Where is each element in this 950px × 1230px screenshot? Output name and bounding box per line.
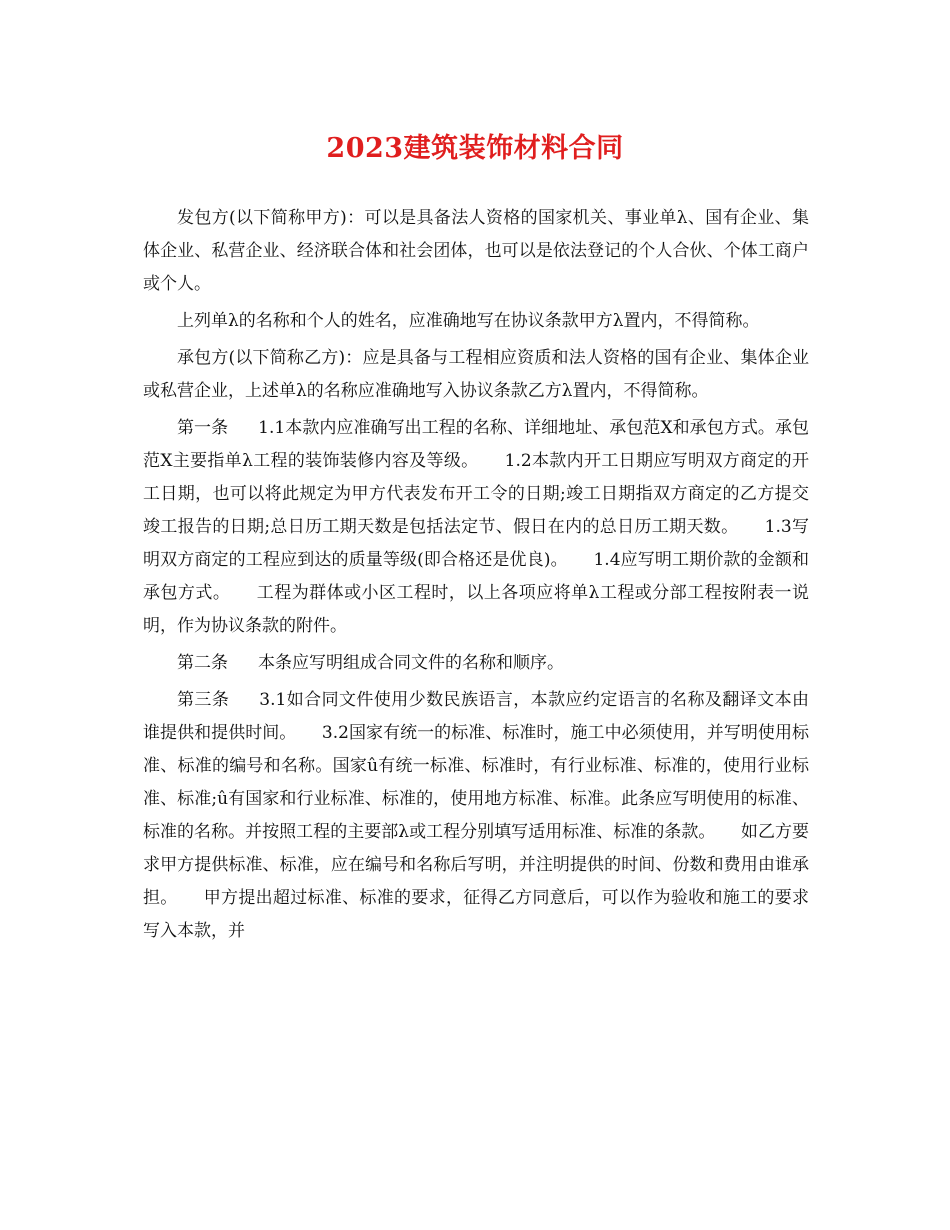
document-title: 2023建筑装饰材料合同: [326, 133, 624, 164]
article-text: 1.1本款内应准确写出工程的名称、详细地址、承包范X和承包方式。承包范X主要指单λ工程的装饰装修内容及等级。 1.2本款内开工日期应写明双方商定的开工日期，也可以将此规定为甲方代表发布开工令的日期;竣工日期指双方商定的乙方提交竣工报告的日期;总日历工期天数是包括法定节、假日在内的总日历工期天数。 1.3写明双方商定的工程应到达的质量等级(即合格还是优良)。 1.4应写明工期价款的金额和承包方式。 工程为群体或小区工程时，以上各项应将单λ工程或分部工程按附表一说明，作为协议条款的附件。: [143, 418, 810, 636]
article-1: [143, 412, 809, 643]
document-body: [143, 202, 809, 952]
paragraph-name-requirement: [143, 305, 809, 338]
paragraph-contracted-party: [143, 342, 809, 408]
article-2: [143, 647, 809, 680]
article-label: 第一条: [177, 418, 229, 438]
article-text: 3.1如合同文件使用少数民族语言，本款应约定语言的名称及翻译文本由谁提供和提供时间。 3.2国家有统一的标准、标准时，施工中必须使用，并写明使用标准、标准的编号和名称。国家û有统一标准、标准时，有行业标准、标准的，使用行业标准、标准;û有国家和行业标准、标准的，使用地方标准、标准。此条应写明使用的标准、标准的名称。并按照工程的主要部λ或工程分别填写适用标准、标准的条款。 如乙方要求甲方提供标准、标准，应在编号和名称后写明，并注明提供的时间、份数和费用由谁承担。 甲方提出超过标准、标准的要求，征得乙方同意后，可以作为验收和施工的要求写入本款，并: [143, 690, 810, 941]
article-3: [143, 684, 809, 948]
article-text: 本条应写明组成合同文件的名称和顺序。: [258, 653, 564, 673]
article-label: 第三条: [177, 690, 230, 710]
paragraph-contractor-party: [143, 202, 809, 301]
paragraph-text: 承包方(以下简称乙方)：应是具备与工程相应资质和法人资格的国有企业、集体企业或私营企业，上述单λ的名称应准确地写入协议条款乙方λ置内，不得简称。: [143, 348, 809, 401]
paragraph-text: 上列单λ的名称和个人的姓名，应准确地写在协议条款甲方λ置内，不得简称。: [177, 311, 760, 331]
article-label: 第二条: [177, 653, 228, 673]
paragraph-text: 发包方(以下简称甲方)：可以是具备法人资格的国家机关、事业单λ、国有企业、集体企业、私营企业、经济联合体和社会团体，也可以是依法登记的个人合伙、个体工商户或个人。: [143, 208, 809, 294]
